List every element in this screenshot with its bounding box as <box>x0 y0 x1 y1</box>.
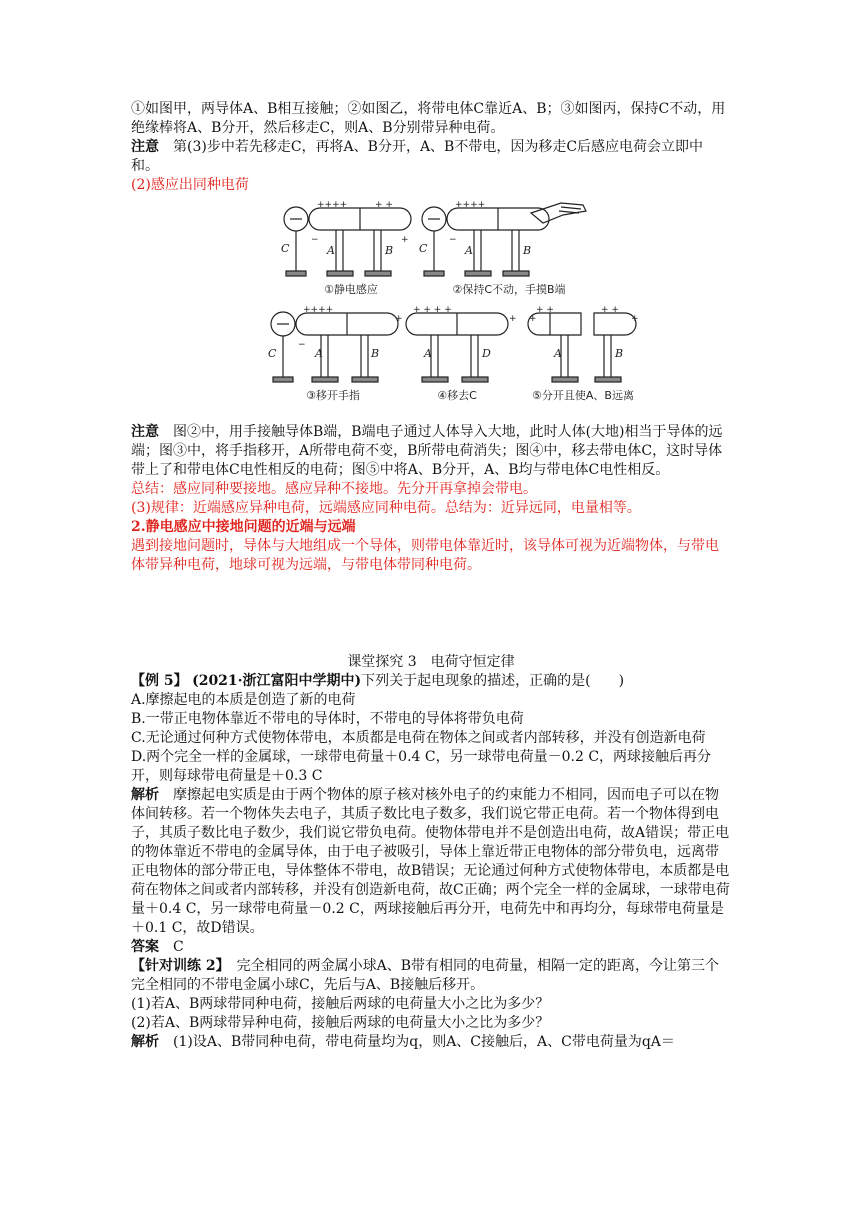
svg-text:++++: ++++ <box>455 200 486 210</box>
svg-text:++++: ++++ <box>303 305 334 315</box>
svg-text:+: + <box>401 235 409 245</box>
training-paragraph <box>131 957 731 995</box>
caption-1: ①静电感应 <box>324 283 378 296</box>
svg-text:−: − <box>449 235 457 245</box>
svg-text:+: + <box>631 314 639 324</box>
example-question-text: 下列关于起电现象的描述，正确的是( ) <box>361 673 625 689</box>
label-B: B <box>615 347 624 360</box>
example-source: (2021·浙江富阳中学期中) <box>192 673 362 689</box>
label-C: C <box>268 347 277 360</box>
analysis-label: 解析 <box>131 787 159 803</box>
svg-text:+: + <box>395 314 403 324</box>
caption-5: ⑤分开且使A、B远离 <box>532 389 634 402</box>
analysis2-text: (1)设A、B带同种电荷，带电荷量均为q，则A、C接触后，A、C带电荷量为qA＝ <box>173 1034 675 1050</box>
svg-text:+: + <box>509 314 517 324</box>
caption-2: ②保持C不动，手摸B端 <box>452 283 566 296</box>
option-b: B.一带正电物体靠近不带电的导体时，不带电的导体将带负电荷 <box>131 711 524 727</box>
section-title: 课堂探究 3 电荷守恒定律 <box>347 654 515 670</box>
document-page <box>131 100 731 1052</box>
analysis-paragraph <box>131 786 731 938</box>
label-D: D <box>482 347 491 360</box>
option-a: A.摩擦起电的本质是创造了新的电荷 <box>131 692 356 708</box>
analysis2-paragraph <box>131 1033 731 1052</box>
svg-text:+ + + +: + + + + <box>413 305 452 315</box>
induction-figure <box>131 199 731 419</box>
rule-line: (3)规律：近端感应异种电荷，远端感应同种电荷。总结为：近异远同，电量相等。 <box>131 500 641 516</box>
label-A: A <box>554 347 562 360</box>
example-label: 【例 5】 <box>131 673 188 689</box>
svg-text:++++: ++++ <box>317 200 348 210</box>
heading-grounding: 2.静电感应中接地问题的近端与远端 <box>131 519 356 535</box>
analysis-text: 摩擦起电实质是由于两个物体的原子核对核外电子的约束能力不相同，因而电子可以在物体间转移。若一个物体失去电子，其质子数比电子数多，我们说它带正电荷。若一个物体得到电子，其质子数比电子数少，我们说它带负电荷。使物体带电并不是创造出电荷，故A错误；带正电的物体靠近不带电的金属导体，由于电子被吸引，导体上靠近带正电物体的部分带负电，远离带正电物体的部分带正电，导体整体不带电，故B错误；无论通过何种方式使物体带电，本质都是电荷在物体之间或者内部转移，并没有创造新电荷，故C正确；两个完全一样的金属球，一球带电荷量＋0.4 C，另一球带电荷量－0.2 C，两球接触后再分开，电荷先中和再均分，每球带电荷量是＋0.1 C，故D错误。 <box>131 787 730 936</box>
summary-line: 总结：感应同种要接地。感应异种不接地。先分开再拿掉会带电。 <box>131 481 537 497</box>
note-text: 第(3)步中若先移走C，再将A、B分开，A、B不带电，因为移走C后感应电荷会立即中和。 <box>131 139 704 174</box>
answer-label: 答案 <box>131 939 159 955</box>
svg-text:−: − <box>298 340 306 350</box>
svg-text:+ +: + + <box>536 305 554 315</box>
example-question <box>131 672 731 691</box>
label-C: C <box>419 242 428 255</box>
svg-text:+ +: + + <box>375 200 393 210</box>
label-A: A <box>327 244 335 257</box>
question-2: (2)若A、B两球带异种电荷，接触后两球的电荷量大小之比为多少？ <box>131 1015 550 1031</box>
answer-line <box>131 938 731 957</box>
note-text: 图②中，用手接触导体B端，B端电子通过人体导入大地，此时人体(大地)相当于导体的远端；图③中，将手指移开，A所带电荷不变，B所带电荷消失；图④中，移去带电体C，这时导体带上了和带电体C电性相反的电荷；图⑤中将A、B分开，A、B均与带电体C电性相反。 <box>131 424 723 478</box>
option-d: D.两个完全一样的金属球，一球带电荷量＋0.4 C，另一球带电荷量－0.2 C，两球接触后再分开，则每球带电荷量是＋0.3 C <box>131 749 712 784</box>
label-A: A <box>315 347 323 360</box>
svg-text:−: − <box>311 235 319 245</box>
label-C: C <box>281 242 290 255</box>
answer-value: C <box>173 939 184 955</box>
question-1: (1)若A、B两球带同种电荷，接触后两球的电荷量大小之比为多少？ <box>131 996 550 1012</box>
label-B: B <box>385 244 394 257</box>
panel-2 <box>422 203 586 276</box>
option-c: C.无论通过何种方式使物体带电，本质都是电荷在物体之间或者内部转移，并没有创造新电荷 <box>131 730 706 746</box>
training-label: 【针对训练 2】 <box>131 958 223 974</box>
note-label: 注意 <box>131 139 159 155</box>
caption-4: ④移去C <box>437 389 477 402</box>
label-B: B <box>523 244 532 257</box>
label-A: A <box>465 244 473 257</box>
analysis2-label: 解析 <box>131 1034 159 1050</box>
caption-3: ③移开手指 <box>306 389 360 402</box>
svg-text:+: + <box>529 314 537 324</box>
note-label: 注意 <box>131 424 159 440</box>
svg-text:+ +: + + <box>601 305 619 315</box>
paragraph-grounding: 遇到接地问题时，导体与大地组成一个导体，则带电体靠近时，该导体可视为近端物体，与带电体带异种电荷，地球可视为远端，与带电体带同种电荷。 <box>131 538 719 573</box>
panel-4 <box>406 313 508 382</box>
induction-diagram <box>131 199 731 417</box>
label-B: B <box>371 347 380 360</box>
panel-1 <box>284 207 411 276</box>
training-text: 完全相同的两金属小球A、B带有相同的电荷量，相隔一定的距离，今让第三个完全相同的不带电金属小球C，先后与A、B接触后移开。 <box>131 958 720 993</box>
label-A: A <box>424 347 432 360</box>
note-paragraph <box>131 138 731 176</box>
paragraph-induction-steps: ①如图甲，两导体A、B相互接触；②如图乙，将带电体C靠近A、B；③如图丙，保持C不动，用绝缘棒将A、B分开，然后移走C，则A、B分别带异种电荷。 <box>131 101 726 136</box>
note-paragraph <box>131 423 731 480</box>
heading-same-charge: (2)感应出同种电荷 <box>131 177 249 193</box>
